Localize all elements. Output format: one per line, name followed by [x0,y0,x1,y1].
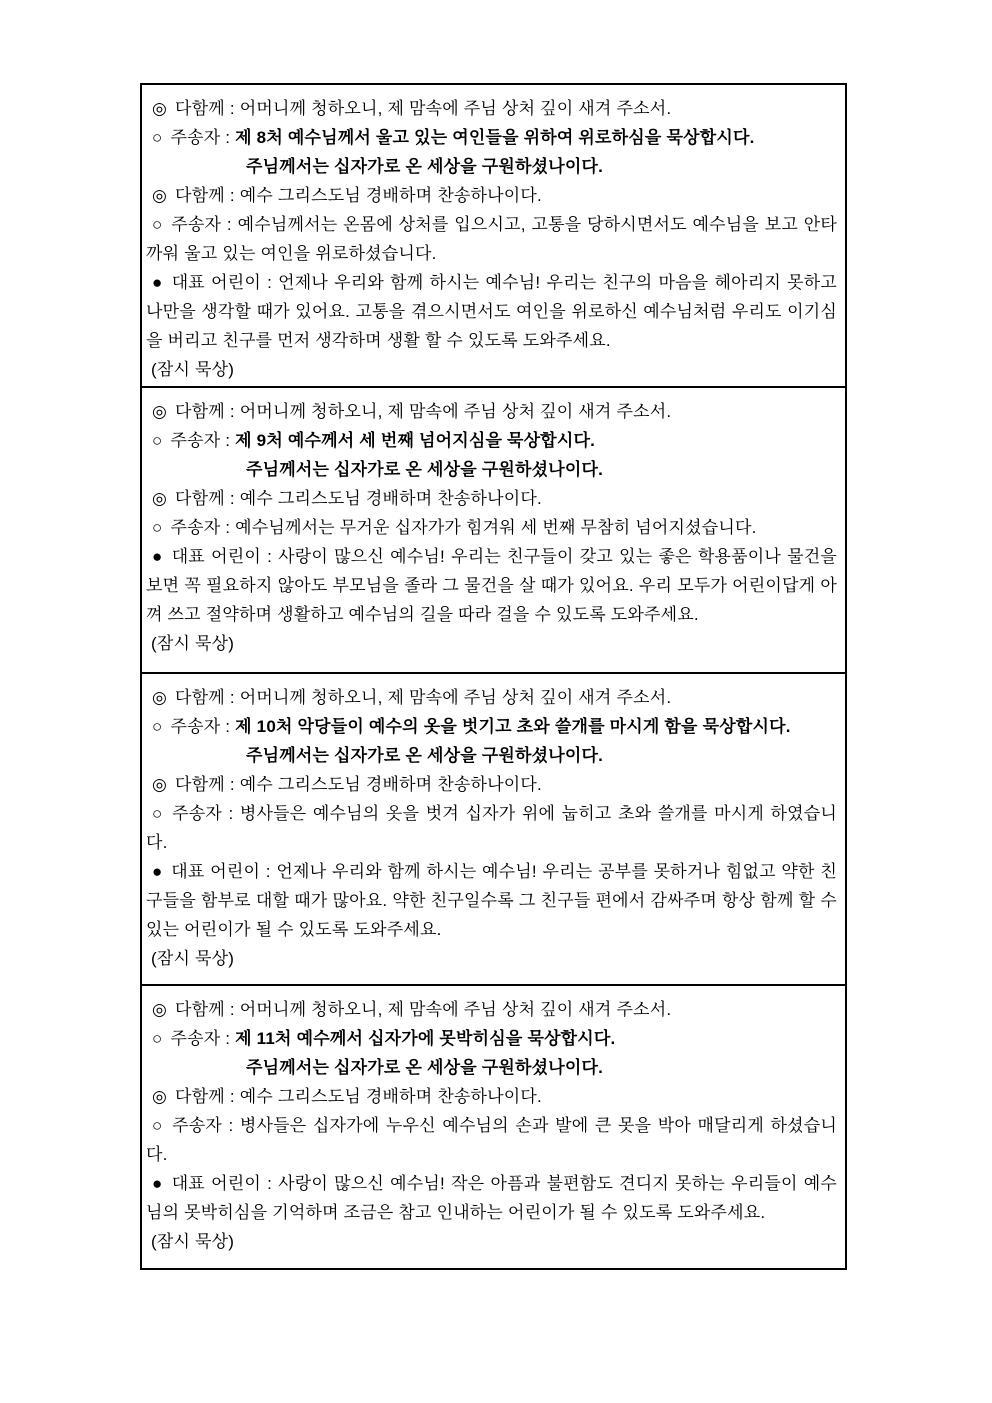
speaker-label-child: 대표 어린이 [171,862,261,881]
circle-marker-icon: ○ [152,1116,165,1135]
label-separator: : [221,1116,240,1135]
refrain-line [146,741,837,770]
meditation-text: (잠시 묵상) [151,949,235,968]
station-title-text: 제 10처 악당들이 예수의 옷을 벗기고 초와 쓸개를 마시게 함을 묵상합시다. [235,717,791,736]
narration-line [146,799,837,857]
circle-marker-icon: ○ [152,128,163,147]
speaker-label-all: 다함께 [175,489,225,508]
child-prayer-text: 언제나 우리와 함께 하시는 예수님! 우리는 공부를 못하거나 힘없고 약한 친구들을 함부로 대할 때가 많아요. 약한 친구일수록 그 친구들 편에서 감싸주며 항상 함께 할 수 있는 어린이가 될 수 있도록 도와주세요. [146,862,837,939]
double-circle-marker-icon: ◎ [152,1000,168,1019]
label-separator: : [260,862,277,881]
double-circle-marker-icon: ◎ [152,186,168,205]
label-separator: : [221,215,238,234]
narration-text: 병사들은 예수님의 옷을 벗겨 십자가 위에 눕히고 초와 쓸개를 마시게 하였습니다. [146,804,838,852]
speaker-label-child: 대표 어린이 [171,547,261,566]
speaker-label-leader: 주송자 [170,518,221,537]
label-separator: : [220,518,236,537]
label-separator: : [220,431,236,450]
speaker-label-all: 다함께 [175,688,225,707]
speaker-label-leader: 주송자 [170,128,221,147]
all-call-text: 어머니께 청하오니, 제 맘속에 주님 상처 깊이 새겨 주소서. [239,99,672,118]
label-separator: : [224,688,240,707]
station-title-line [146,123,837,152]
child-prayer-line [146,268,837,355]
label-separator: : [260,1174,279,1193]
label-separator: : [260,547,279,566]
speaker-label-child: 대표 어린이 [171,1174,261,1193]
speaker-label-leader: 주송자 [172,1116,222,1135]
meditation-line [146,944,837,973]
meditation-line [146,629,837,658]
all-response-line [146,770,837,799]
filled-circle-marker-icon: ● [152,1174,164,1193]
child-prayer-text: 언제나 우리와 함께 하시는 예수님! 우리는 친구의 마음을 헤아리지 못하고 나만을 생각할 때가 있어요. 고통을 겪으시면서도 여인을 위로하신 예수님처럼 우리도 이기심을 버리고 친구를 먼저 생각하며 생활 할 수 있도록 도와주세요. [146,273,837,350]
refrain-line [146,455,837,484]
stations-table [140,83,847,1270]
label-separator: : [224,489,240,508]
speaker-label-leader: 주송자 [171,215,222,234]
circle-marker-icon: ○ [152,717,163,736]
all-call-line [146,683,837,712]
station-title-line [146,1024,837,1053]
double-circle-marker-icon: ◎ [152,489,168,508]
label-separator: : [224,1087,240,1106]
speaker-label-leader: 주송자 [172,804,222,823]
all-call-line [146,397,837,426]
narration-line [146,210,837,268]
circle-marker-icon: ○ [152,1029,163,1048]
refrain-line [146,152,837,181]
all-call-line [146,94,837,123]
all-call-text: 어머니께 청하오니, 제 맘속에 주님 상처 깊이 새겨 주소서. [239,1000,672,1019]
label-separator: : [260,273,279,292]
speaker-label-all: 다함께 [175,1087,225,1106]
double-circle-marker-icon: ◎ [152,1087,168,1106]
all-response-line [146,484,837,513]
label-separator: : [220,1029,236,1048]
narration-text: 병사들은 십자가에 누우신 예수님의 손과 발에 큰 못을 박아 매달리게 하셨습니다. [146,1116,838,1164]
station-section [142,388,845,674]
speaker-label-all: 다함께 [175,402,225,421]
refrain-line [146,1053,837,1082]
speaker-label-all: 다함께 [175,99,225,118]
child-prayer-text: 사랑이 많으신 예수님! 우리는 친구들이 갖고 있는 좋은 학용품이나 물건을 보면 꼭 필요하지 않아도 부모님을 졸라 그 물건을 살 때가 있어요. 우리 모두가 어린이답게 아껴 쓰고 절약하며 생활하고 예수님의 길을 따라 걸을 수 있도록 도와주세요. [146,547,837,624]
speaker-label-all: 다함께 [175,186,225,205]
speaker-label-all: 다함께 [175,775,225,794]
circle-marker-icon: ○ [152,518,163,537]
child-prayer-line [146,857,837,944]
all-call-text: 어머니께 청하오니, 제 맘속에 주님 상처 깊이 새겨 주소서. [239,688,672,707]
filled-circle-marker-icon: ● [152,273,164,292]
refrain-text: 주님께서는 십자가로 온 세상을 구원하셨나이다. [246,157,604,176]
all-response-text: 예수 그리스도님 경배하며 찬송하나이다. [239,186,542,205]
station-title-text: 제 8처 예수님께서 울고 있는 여인들을 위하여 위로하심을 묵상합시다. [235,128,755,147]
narration-line [146,1111,837,1169]
meditation-text: (잠시 묵상) [151,1232,235,1251]
all-call-line [146,995,837,1024]
circle-marker-icon: ○ [152,431,163,450]
double-circle-marker-icon: ◎ [152,99,168,118]
station-section [142,986,845,1268]
all-call-text: 어머니께 청하오니, 제 맘속에 주님 상처 깊이 새겨 주소서. [239,402,672,421]
station-section [142,674,845,986]
child-prayer-line [146,1169,837,1227]
filled-circle-marker-icon: ● [152,547,164,566]
speaker-label-leader: 주송자 [170,717,221,736]
label-separator: : [220,717,236,736]
circle-marker-icon: ○ [152,804,165,823]
child-prayer-line [146,542,837,629]
station-title-line [146,426,837,455]
double-circle-marker-icon: ◎ [152,775,168,794]
all-response-text: 예수 그리스도님 경배하며 찬송하나이다. [239,489,542,508]
meditation-line [146,355,837,384]
meditation-text: (잠시 묵상) [151,634,235,653]
narration-line [146,513,837,542]
meditation-text: (잠시 묵상) [151,360,235,379]
double-circle-marker-icon: ◎ [152,402,168,421]
all-response-line [146,181,837,210]
refrain-text: 주님께서는 십자가로 온 세상을 구원하셨나이다. [246,1058,604,1077]
speaker-label-leader: 주송자 [170,1029,221,1048]
refrain-text: 주님께서는 십자가로 온 세상을 구원하셨나이다. [246,746,604,765]
speaker-label-all: 다함께 [175,1000,225,1019]
station-title-text: 제 11처 예수께서 십자가에 못박히심을 묵상합시다. [235,1029,616,1048]
station-section [142,85,845,388]
narration-text: 예수님께서는 온몸에 상처를 입으시고, 고통을 당하시면서도 예수님을 보고 안타까워 울고 있는 여인을 위로하셨습니다. [146,215,837,263]
speaker-label-leader: 주송자 [170,431,221,450]
all-response-text: 예수 그리스도님 경배하며 찬송하나이다. [239,1087,542,1106]
label-separator: : [224,775,240,794]
refrain-text: 주님께서는 십자가로 온 세상을 구원하셨나이다. [246,460,604,479]
station-title-text: 제 9처 예수께서 세 번째 넘어지심을 묵상합시다. [235,431,596,450]
label-separator: : [220,128,236,147]
double-circle-marker-icon: ◎ [152,688,168,707]
meditation-line [146,1227,837,1256]
filled-circle-marker-icon: ● [152,862,164,881]
all-response-line [146,1082,837,1111]
circle-marker-icon: ○ [152,215,164,234]
child-prayer-text: 사랑이 많으신 예수님! 작은 아픔과 불편함도 견디지 못하는 우리들이 예수님의 못박히심을 기억하며 조금은 참고 인내하는 어린이가 될 수 있도록 도와주세요. [146,1174,837,1222]
label-separator: : [224,186,240,205]
speaker-label-child: 대표 어린이 [171,273,261,292]
label-separator: : [224,99,240,118]
station-title-line [146,712,837,741]
label-separator: : [224,1000,240,1019]
label-separator: : [224,402,240,421]
all-response-text: 예수 그리스도님 경배하며 찬송하나이다. [239,775,542,794]
label-separator: : [221,804,240,823]
narration-text: 예수님께서는 무거운 십자가가 힘겨워 세 번째 무참히 넘어지셨습니다. [235,518,757,537]
